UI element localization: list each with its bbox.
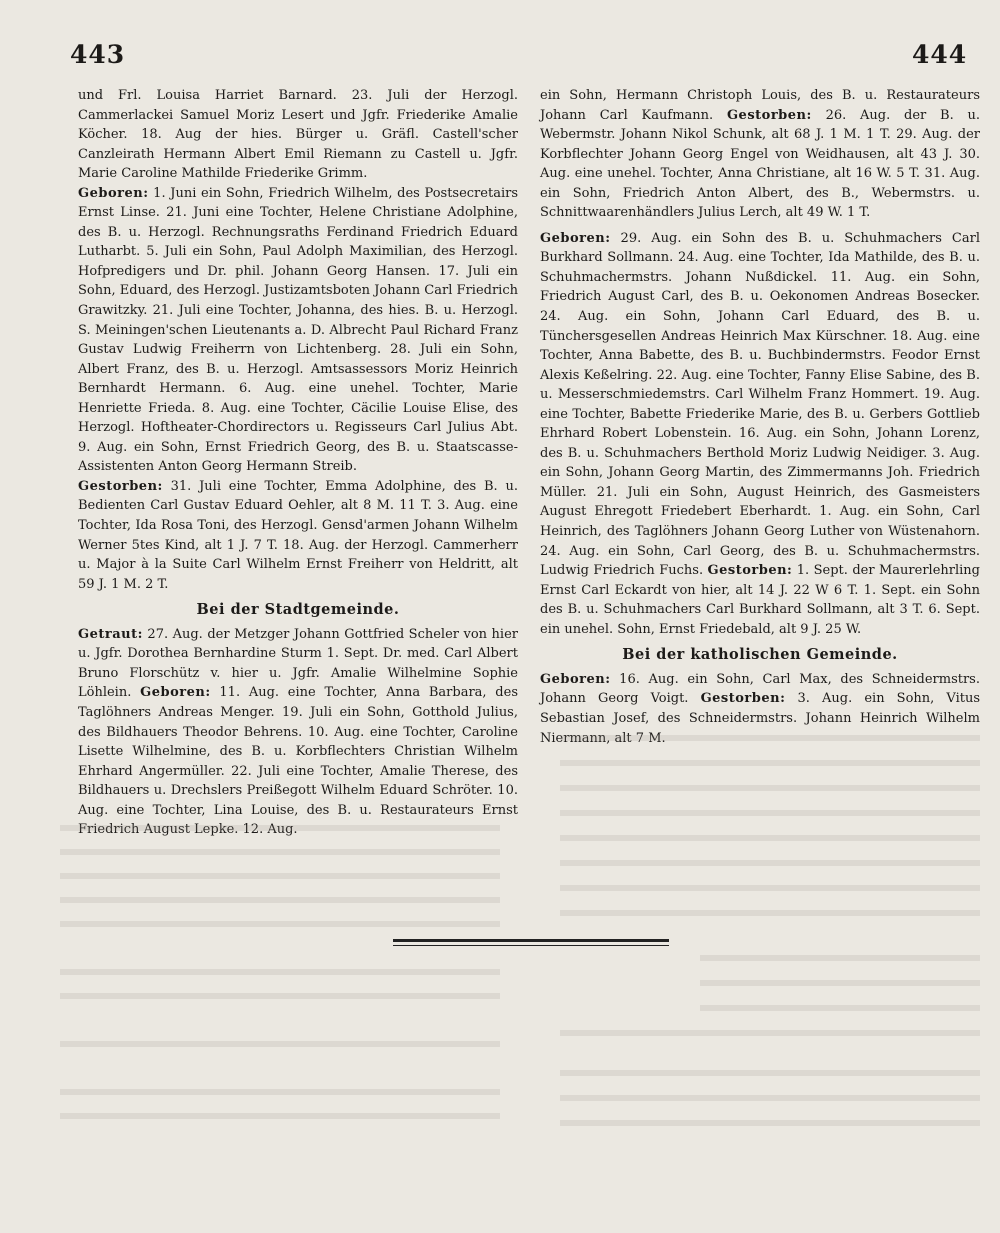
left-column [78, 86, 518, 840]
ghost-line [60, 897, 500, 903]
ghost-line [700, 955, 980, 961]
city-births-continued-text: ein Sohn, Hermann Christoph Louis, des B. u. Restaurateurs Johann Carl Kaufmann. [540, 88, 980, 123]
ghost-line [560, 835, 980, 841]
deaths-text: 31. Juli eine Tochter, Emma Adolphine, des B. u. Bedienten Carl Gustav Eduard Oehler, alt 8 M. 11 T. 3. Aug. eine Tochter, Ida Rosa Toni, des Herzogl. Gensd'armen Johann Wilhelm Werner 5tes Kind, alt 1 J. 7 T. 18. Aug. der Herzogl. Cammerherr u. Major à la Suite Carl Wilhelm Ernst Freiherr von Heldritt, alt 59 J. 1 M. 2 T. [78, 478, 518, 592]
ghost-line [560, 1120, 980, 1126]
city-deaths-label: Gestorben: [726, 107, 812, 123]
ghost-line [60, 873, 500, 879]
ghost-line [60, 969, 500, 975]
city-births-label: Geboren: [140, 685, 211, 701]
ghost-line [560, 885, 980, 891]
ghost-line [60, 1113, 500, 1119]
city-births-second-label: Geboren: [540, 230, 611, 246]
ghost-line [60, 1041, 500, 1047]
city-births-continued-paragraph [540, 86, 980, 223]
page-number-right: 444 [912, 40, 968, 69]
city-deaths-text: 26. Aug. der B. u. Webermstr. Johann Nikol Schunk, alt 68 J. 1 M. 1 T. 29. Aug. der Korbflechter Johann Georg Engel von Weidhausen, alt 43 J. 30. Aug. eine unehel. Tochter, Anna Christiane, alt 16 W. 5 T. 31. Aug. ein Sohn, Friedrich Anton Albert, des B., Webermstrs. u. Schnittwaarenhändlers Julius Lerch, alt 49 W. 1 T. [540, 107, 981, 221]
city-deaths-second-label: Gestorben: [707, 563, 793, 579]
city-births-text: 11. Aug. eine Tochter, Anna Barbara, des Taglöhners Andreas Menger. 19. Juli ein Sohn, Gotthold Julius, des Bildhauers Theodor Behrens. 10. Aug. eine Tochter, Caroline Lisette Wilhelmine, des B. u. Korbflechters Christian Wilhelm Ehrhard Angermüller. 22. Juli eine Tochter, Amalie Therese, des Bildhauers u. Drechslers Preißegott Wilhelm Eduard Schröter. 10. Aug. eine Tochter, Lina Louise, des B. u. Restaurateurs Ernst Friedrich August Lepke. 12. Aug. [78, 685, 518, 838]
ghost-line [60, 993, 500, 999]
ghost-line [60, 849, 500, 855]
ghost-line [700, 1005, 980, 1011]
city-births-second-paragraph [540, 229, 980, 639]
ghost-line [560, 910, 980, 916]
ghost-line [560, 760, 980, 766]
city-births-second-text: 29. Aug. ein Sohn des B. u. Schuhmachers Carl Burkhard Sollmann. 24. Aug. eine Tochter, Ida Mathilde, des B. u. Schuhmachermstrs. Johann Nußdickel. 11. Aug. ein Sohn, Friedrich August Carl, des B. u. Oekonomen Andreas Bosecker. 24. Aug. ein Sohn, Johann Carl Eduard, des B. u. Tünchersgesellen Andreas Heinrich Max Kürschner. 18. Aug. eine Tochter, Anna Babette, des B. u. Buchbindermstrs. Feodor Ernst Alexis Keßelring. 22. Aug. eine Tochter, Fanny Elise Sabine, des B. u. Messerschmiedemstrs. Carl Wilhelm Franz Hommert. 19. Aug. eine Tochter, Babette Friederike Marie, des B. u. Gerbers Gottlieb Ehrhard Robert Lobenstein. 16. Aug. ein Sohn, Johann Lorenz, des B. u. Schuhmachers Berthold Moriz Ludwig Neidiger. 3. Aug. ein Sohn, Johann Georg Martin, des Zimmermanns Joh. Friedrich Müller. 21. Juli ein Sohn, August Heinrich, des Gasmeisters August Ehregott Friedebert Eberhardt. 1. Aug. ein Sohn, Carl Heinrich, des Taglöhners Johann Georg Luther von Wüstenahorn. 24. Aug. ein Sohn, Carl Georg, des B. u. Schuhmachermstrs. Ludwig Friedrich Fuchs. [540, 230, 980, 579]
catholic-deaths-label: Gestorben: [700, 691, 786, 707]
page-number-left: 443 [70, 40, 126, 69]
city-marriages-text: 27. Aug. der Metzger Johann Gottfried Scheler von hier u. Jgfr. Dorothea Bernhardine Sturm 1. Sept. Dr. med. Carl Albert Bruno Florschütz v. hier u. Jgfr. Amalie Wilhelmine Sophie Löhlein. [78, 626, 518, 701]
ghost-line [60, 921, 500, 927]
section-heading-stadtgemeinde: Bei der Stadtgemeinde. [196, 601, 400, 619]
ghost-line [60, 1089, 500, 1095]
ghost-line [560, 1030, 980, 1036]
catholic-deaths-text: 3. Aug. ein Sohn, Vitus Sebastian Josef, des Schneidermstrs. Johann Heinrich Wilhelm Niermann, alt 7 M. [540, 691, 980, 746]
births-paragraph [78, 184, 518, 477]
ghost-line [560, 1095, 980, 1101]
section-heading-katholisch: Bei der katholischen Gemeinde. [622, 646, 898, 664]
ghost-line [560, 860, 980, 866]
ghost-line [560, 1070, 980, 1076]
ghost-line [700, 980, 980, 986]
catholic-paragraph [540, 670, 980, 748]
right-column [540, 86, 980, 748]
marriages-paragraph-continued: und Frl. Louisa Harriet Barnard. 23. Juli der Herzogl. Cammerlackei Samuel Moriz Lesert und Jgfr. Friederike Amalie Köcher. 18. Aug der hies. Bürger u. Gräfl. Castell'scher Canzleirath Hermann Albert Emil Riemann zu Castell u. Jgfr. Marie Caroline Mathilde Friederike Grimm. [78, 88, 518, 182]
ghost-line [560, 810, 980, 816]
city-marriages-paragraph [78, 625, 518, 840]
section-divider-rule-thin [393, 945, 669, 946]
city-marriages-label: Getraut: [78, 626, 143, 642]
ghost-line [560, 785, 980, 791]
deaths-label: Gestorben: [78, 478, 163, 494]
births-label: Geboren: [78, 185, 149, 201]
deaths-paragraph [78, 477, 518, 594]
births-text: 1. Juni ein Sohn, Friedrich Wilhelm, des Postsecretairs Ernst Linse. 21. Juni eine Tochter, Helene Christiane Adolphine, des B. u. Herzogl. Rechnungsraths Ferdinand Friedrich Eduard Lutharbt. 5. Juli ein Sohn, Paul Adolph Maximilian, des Herzogl. Hofpredigers und Dr. phil. Johann Georg Hansen. 17. Juli ein Sohn, Eduard, des Herzogl. Justizamtsboten Johann Carl Friedrich Grawitzky. 21. Juli eine Tochter, Johanna, des hies. B. u. Herzogl. S. Meiningen'schen Lieutenants a. D. Albrecht Paul Richard Franz Gustav Ludwig Freiherrn von Lichtenberg. 28. Juli ein Sohn, Albert Franz, des B. u. Herzogl. Amtsassessors Moriz Heinrich Bernhardt Hermann. 6. Aug. eine unehel. Tochter, Marie Henriette Frieda. 8. Aug. eine Tochter, Cäcilie Louise Elise, des Herzogl. Hoftheater-Chordirectors u. Regisseurs Carl Julius Abt. 9. Aug. ein Sohn, Ernst Friedrich Georg, des B. u. Staatscasse-Assistenten Anton Georg Hermann Streib. [78, 185, 518, 475]
section-divider-rule [393, 939, 669, 942]
catholic-births-text: 16. Aug. ein Sohn, Carl Max, des Schneidermstrs. Johann Georg Voigt. [540, 671, 980, 707]
city-deaths-second-text: 1. Sept. der Maurerlehrling Ernst Carl Eckardt von hier, alt 14 J. 22 W 6 T. 1. Sept. ein Sohn des B. u. Schuhmachers Carl Burkhard Sollmann, alt 3 T. 6. Sept. ein unehel. Sohn, Ernst Friedebald, alt 9 J. 25 W. [540, 563, 980, 637]
catholic-births-label: Geboren: [540, 671, 611, 687]
